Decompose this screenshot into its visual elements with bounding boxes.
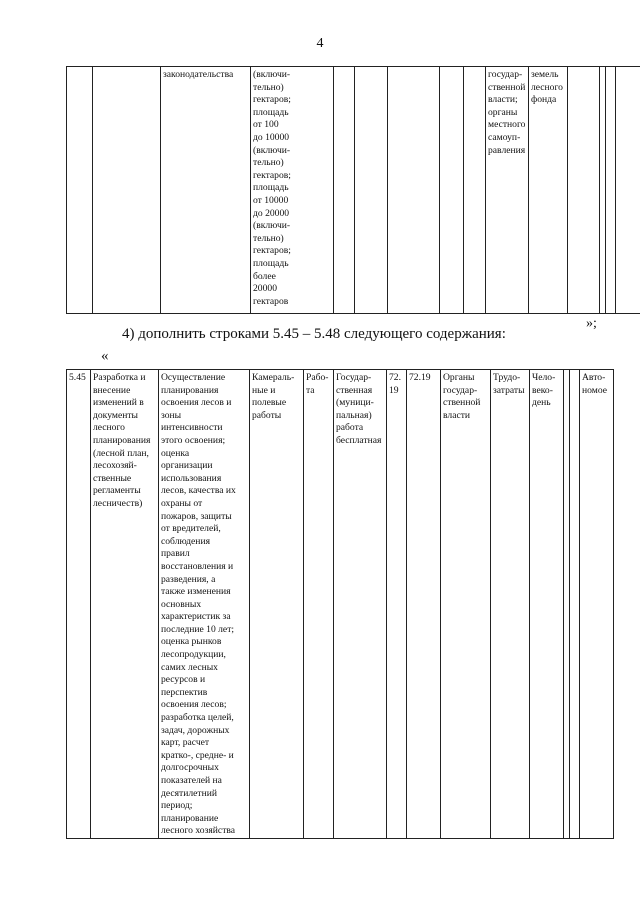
cell-text-line: (муници- — [336, 397, 374, 409]
cell-text-line: (включи- — [253, 144, 291, 156]
cell-text-line: восстановления и — [161, 560, 234, 572]
cell-text-line: кратко-, средне- и — [161, 749, 234, 761]
table-cell — [570, 370, 580, 839]
work-content-cell — [159, 370, 250, 839]
row-number-cell — [67, 370, 91, 839]
table-cell — [529, 67, 568, 314]
cell-text-line: соблюдения — [161, 535, 210, 547]
cell-text-line: документы — [93, 409, 138, 421]
cell-text-line: лесов, качества их — [161, 485, 236, 497]
cell-text-line: основных — [161, 598, 202, 610]
cell-text-line: от 10000 — [253, 194, 289, 206]
table-cell — [606, 67, 616, 314]
cell-text-line: внесение — [93, 384, 131, 396]
cell-text-line: десятилетний — [161, 787, 218, 799]
cell-text-line: работы — [252, 409, 282, 421]
amendment-table — [66, 369, 614, 839]
table-cell — [161, 67, 251, 314]
cell-text-line: ственная — [336, 384, 373, 396]
cell-text-line: Трудо- — [493, 372, 521, 383]
cell-text-line: показателей на — [161, 775, 222, 786]
cell-text-line: Разработка и — [93, 372, 146, 383]
cell-text-line: последние 10 лет; — [161, 623, 235, 635]
cell-text-line: Рабо- — [306, 372, 329, 383]
cell-text-line: государ- — [443, 384, 478, 396]
cell-text-line: от 100 — [253, 119, 279, 131]
cell-text-line: (лесной план, — [93, 447, 149, 459]
cell-text-line: использования — [161, 472, 222, 484]
table-cell — [486, 67, 529, 314]
cell-text-line: перспектив — [161, 686, 208, 698]
cell-text-line: ственные — [93, 472, 132, 484]
cell-text-line: земель — [531, 69, 559, 80]
cell-text-line: пальная) — [336, 409, 372, 421]
cell-text-line: (включи- — [253, 69, 291, 80]
cell-text-line: долгосрочных — [161, 762, 219, 774]
cell-text-line: тельно) — [253, 157, 284, 169]
cell-text-line: Чело- — [532, 372, 556, 383]
cell-text-line: (включи- — [253, 220, 291, 232]
table-cell — [334, 67, 355, 314]
cell-text-line: правил — [161, 548, 190, 560]
cell-text-line: веко- — [532, 384, 553, 396]
cell-text-line: также изменения — [161, 586, 231, 598]
cell-text-line: гектаров; — [253, 94, 291, 106]
cell-text-line: интенсивности — [161, 422, 223, 434]
service-kind-cell — [304, 370, 334, 839]
table-cell — [251, 67, 334, 314]
payment-cell — [334, 370, 387, 839]
cell-text-line: до 20000 — [253, 207, 290, 219]
cell-text-line: лесопродукции, — [161, 649, 226, 661]
cell-text-line: организации — [161, 460, 213, 472]
page-number: 4 — [316, 36, 324, 51]
cell-text-line: законодательства — [163, 69, 234, 80]
cell-text-line: лесного — [531, 81, 563, 93]
cell-text-line: власти; — [488, 94, 518, 106]
table-cell — [568, 67, 600, 314]
cell-text-line: площадь — [253, 106, 289, 118]
cell-text-line: ресурсов и — [161, 674, 206, 686]
cell-text-line: до 10000 — [253, 131, 290, 143]
cell-text-line: лесного — [93, 422, 125, 434]
cell-text-line: Авто- — [582, 372, 606, 383]
cell-text-line: оценка рынков — [161, 636, 222, 648]
cell-text-line: бесплатная — [336, 434, 382, 446]
cell-text-line: лесохозяй- — [93, 460, 137, 472]
cell-text-line: ственной — [443, 397, 481, 409]
cell-text-line: регламенты — [93, 485, 141, 497]
table-cell — [440, 67, 464, 314]
cell-text-line: задач, дорожных — [161, 724, 230, 736]
cell-text-line: номое — [582, 384, 607, 396]
cell-text-line: самих лесных — [161, 661, 218, 673]
cell-text-line: освоения лесов и — [161, 397, 232, 409]
cell-text-line: органы — [488, 106, 518, 118]
cell-text-line: Государ- — [336, 372, 372, 383]
cell-text-line: оценка — [161, 447, 190, 459]
cell-text-line: гектаров; — [253, 169, 291, 181]
cell-text-line: лесничеств) — [93, 497, 143, 509]
cell-text-line: затраты — [493, 384, 525, 396]
cell-text-line: карт, расчет — [161, 737, 210, 749]
cell-text-line: полевые — [252, 397, 287, 409]
cell-text-line: власти — [443, 409, 471, 421]
okved-cell — [387, 370, 407, 839]
cell-text-line: фонда — [531, 94, 557, 106]
cell-text-line: площадь — [253, 257, 289, 269]
table-cell — [464, 67, 486, 314]
authority-cell — [441, 370, 491, 839]
cell-text-line: равления — [488, 144, 526, 156]
amendment-intro: 4) дополнить строками 5.45 – 5.48 следующего содержания: — [122, 326, 506, 342]
unit-cell — [530, 370, 564, 839]
table-cell — [616, 67, 640, 314]
table-row — [67, 370, 614, 839]
cell-text-line: гектаров — [253, 295, 289, 307]
work-name-cell — [91, 370, 159, 839]
cell-text-line: от вредителей, — [161, 523, 221, 535]
cell-text-line: планирования — [161, 384, 219, 396]
cell-text-line: 72.19 — [409, 372, 431, 383]
cell-text-line: ственной — [488, 81, 526, 93]
cell-text-line: площадь — [253, 182, 289, 194]
cell-text-line: работа — [336, 422, 364, 434]
cell-text-line: тельно) — [253, 232, 284, 244]
cell-text-line: ные и — [252, 384, 276, 396]
cell-text-line: характеристик за — [161, 611, 231, 623]
continuation-table — [66, 66, 640, 314]
cell-text-line: лесного хозяйства — [161, 825, 236, 837]
cell-text-line: более — [253, 270, 276, 282]
cell-text-line: гектаров; — [253, 245, 291, 257]
cell-text-line: государ- — [488, 69, 523, 80]
closing-quote: »; — [586, 316, 597, 331]
cell-text-line: тельно) — [253, 81, 284, 93]
cell-text-line: самоуп- — [488, 131, 521, 143]
cell-text-line: Осуществление — [161, 372, 226, 383]
work-type-cell — [250, 370, 304, 839]
table-cell — [93, 67, 161, 314]
cell-text-line: Камераль- — [252, 372, 295, 383]
table-cell — [388, 67, 440, 314]
cell-text-line: период; — [161, 800, 193, 812]
cell-text-line: зоны — [161, 409, 182, 421]
cell-text-line: освоения лесов; — [161, 699, 227, 711]
cell-text-line: 20000 — [253, 283, 277, 295]
cell-text-line: местного — [488, 119, 526, 131]
okved-cell — [407, 370, 441, 839]
cell-text-line: 5.45 — [69, 372, 86, 383]
table-cell — [355, 67, 388, 314]
cell-text-line: 72. — [389, 372, 401, 383]
cell-text-line: планирование — [161, 812, 219, 824]
cell-text-line: охраны от — [161, 497, 203, 509]
cell-text-line: изменений в — [93, 397, 144, 409]
opening-quote: « — [101, 348, 109, 364]
cell-text-line: день — [532, 397, 551, 409]
cell-text-line: пожаров, защиты — [161, 510, 232, 522]
indicator-cell — [491, 370, 530, 839]
cell-text-line: разработка целей, — [161, 712, 234, 724]
table-row — [67, 67, 640, 314]
cell-text-line: Органы — [443, 372, 475, 383]
cell-text-line: разведения, а — [161, 573, 216, 585]
institution-type-cell — [580, 370, 614, 839]
cell-text-line: та — [306, 384, 315, 396]
cell-text-line: этого освоения; — [161, 434, 226, 446]
cell-text-line: 19 — [389, 384, 399, 396]
table-cell — [67, 67, 93, 314]
cell-text-line: планирования — [93, 434, 151, 446]
